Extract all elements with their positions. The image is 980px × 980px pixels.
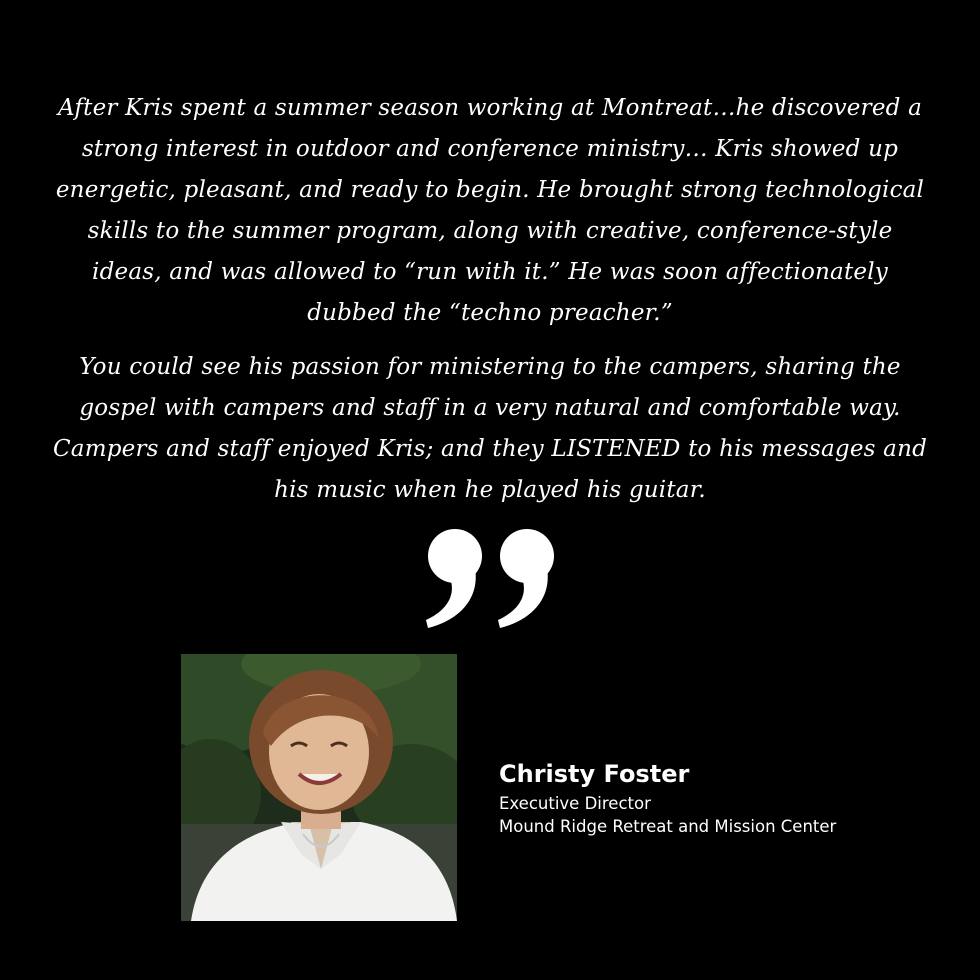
person-name: Christy Foster — [499, 760, 690, 788]
closing-quote-icon — [420, 528, 560, 632]
person-organization: Mound Ridge Retreat and Mission Center — [499, 817, 837, 836]
attribution — [499, 758, 836, 838]
testimonial-quote — [50, 88, 930, 524]
quote-paragraph-2: You could see his passion for ministering to the campers, sharing the gospel with campers and staff in a very natural and comfortable way. Campers and staff enjoyed Kris; and they LISTENED to his messages and his music when he played his guitar. — [52, 354, 928, 503]
person-title: Executive Director — [499, 794, 651, 813]
portrait-photo — [181, 654, 457, 921]
quote-paragraph-1: After Kris spent a summer season working at Montreat…he discovered a strong interest in outdoor and conference ministry… Kris showed up energetic, pleasant, and ready to begin. He brought strong technological skills to the summer program, along with creative, conference-style ideas, and was allowed to “run with it.” He was soon affectionately dubbed the “techno preacher.” — [55, 95, 925, 326]
